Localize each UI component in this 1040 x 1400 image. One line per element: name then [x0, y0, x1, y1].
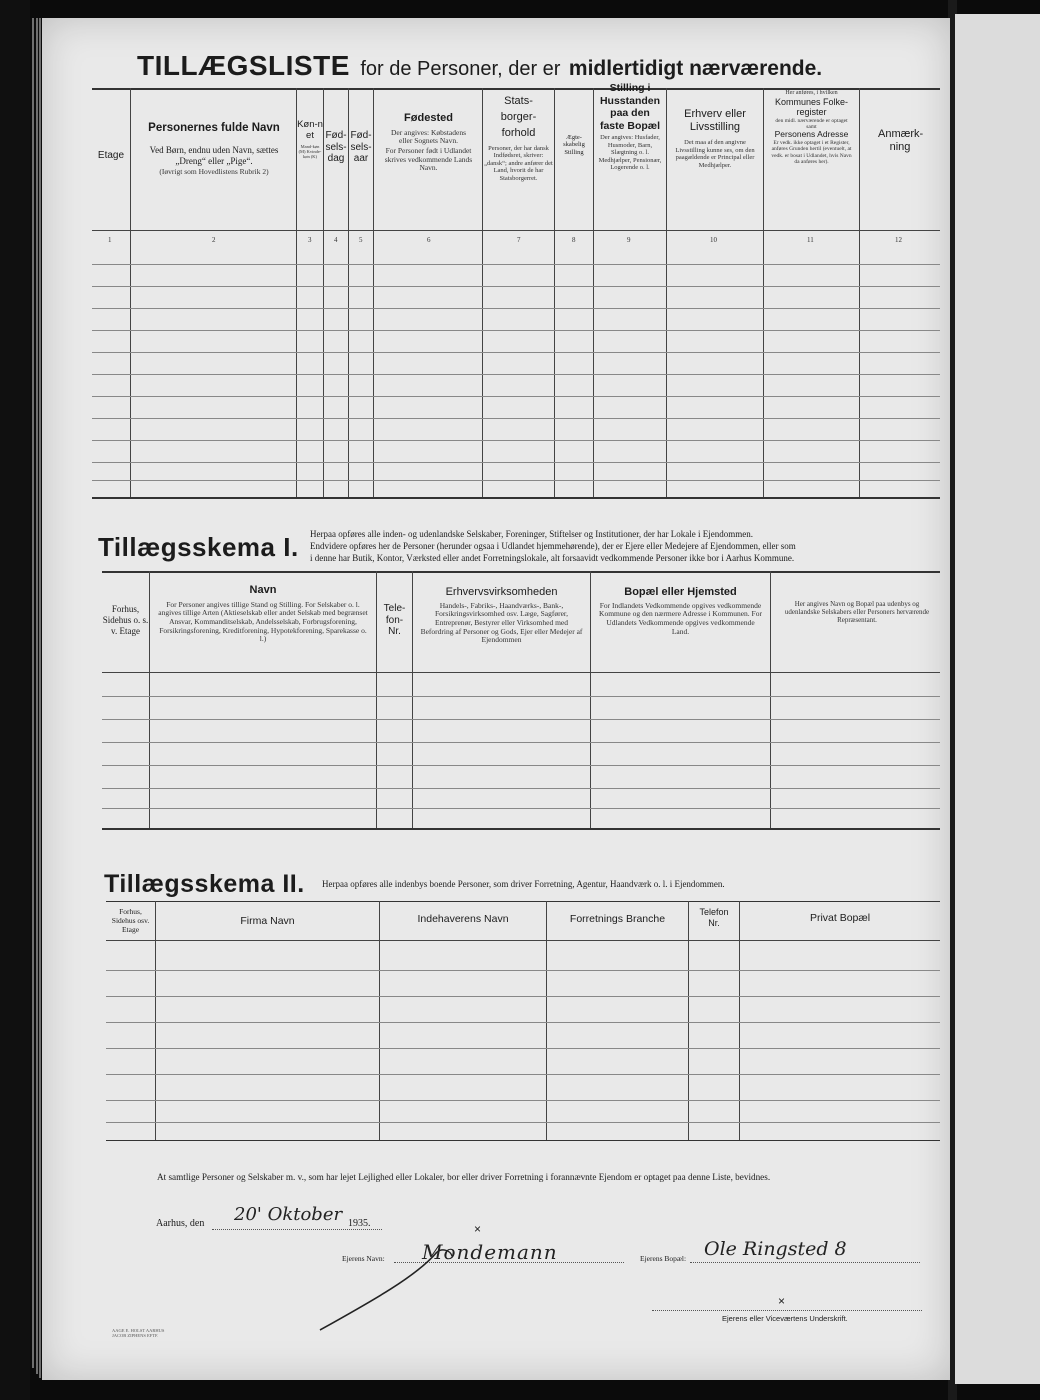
- col-divider: [546, 901, 547, 1140]
- table-row: [102, 742, 940, 743]
- owner-address-handwritten: Ole Ringsted 8: [704, 1238, 847, 1260]
- owner-name-label: Ejerens Navn:: [342, 1254, 385, 1263]
- col-header-foedselsdag: Fød-sels-dag: [325, 130, 347, 164]
- col-number: 3: [308, 236, 312, 244]
- owner-name-handwritten: Mondemann: [422, 1240, 558, 1264]
- main-title: [137, 50, 822, 82]
- table-row: [92, 330, 940, 331]
- mark-x: ×: [474, 1222, 482, 1236]
- col-header-folkeregister: [764, 90, 859, 165]
- table-row: [106, 996, 940, 997]
- table-row: [102, 696, 940, 697]
- col-note: Der angives: Husfader, Husmoder, Barn, Slægtning o. l. Medhjælper, Pensionær, Logerende o. l.: [598, 134, 662, 172]
- page-edge: [36, 18, 38, 1374]
- signature-flourish: [312, 1246, 482, 1336]
- table-row: [92, 396, 940, 397]
- col-title: Erhvervsvirksomheden: [445, 586, 558, 598]
- year-label: 1935.: [348, 1218, 371, 1229]
- signature-line: [652, 1310, 922, 1311]
- col-note: For Indlandets Vedkommende opgives vedkommende Kommune og den nærmere Adresse i Kommunen. For Udlandets Vedkommende opgives vedkommende Land.: [599, 600, 762, 636]
- col-header-koen: [297, 120, 323, 159]
- printer-imprint: AAGE E. HOLST AARHUS JACOB ZIPHENS EFTF.: [112, 1328, 165, 1338]
- table-row: [92, 462, 940, 463]
- skema2-col-etage: Forhus, Sidehus osv. Etage: [111, 907, 150, 934]
- date-handwritten: 20' Oktober: [234, 1204, 343, 1225]
- skema1-col-etage: Forhus, Sidehus o. s. v. Etage: [102, 604, 149, 636]
- col-header-anmaerkning: Anmærk-ning: [878, 128, 924, 153]
- skema2-col-indehaver: Indehaverens Navn: [417, 913, 509, 925]
- skema2-col-branche: Forretnings Branche: [569, 913, 666, 925]
- col-divider: [379, 901, 380, 1140]
- col-note: For Personer angives tillige Stand og Stilling. For Selskaber o. l. angives tillige Arten (Aktieselskab eller andet Selskab med begrænset Ansvar, Kommanditselskab, Andelsselskab, Forbrugsforening, Forsikringsforening, Kreditforening, Hypotekforening, Sparekasse o. l.): [158, 599, 368, 644]
- table-row: [106, 1048, 940, 1049]
- skema2-top-rule: [106, 901, 940, 902]
- table-row: [92, 286, 940, 287]
- date-line: [212, 1229, 382, 1230]
- col-title: Navn: [249, 584, 277, 596]
- col-title: Bopæl eller Hjemsted: [624, 586, 737, 598]
- skema1-heading: Tillægsskema I.: [98, 532, 299, 562]
- skema2-header-rule: [106, 940, 940, 941]
- skema1-col-telefon: Tele-fon-Nr.: [383, 603, 406, 637]
- col-number: 4: [334, 236, 338, 244]
- col-note: Handels-, Fabriks-, Haandværks-, Bank-, Forsikringsvirksomhed osv. Læge, Sagfører, Entreprenør, Bestyrer eller Virksomhed med Befordring af Personer og Gods, Ejer eller Medejer af Ejendommen: [420, 600, 583, 645]
- col-note: Er vedk. ikke optaget i et Register, anføres Grunden hertil (eventuelt, at vedk. er bosat i Udlandet, hvis Navn da anføres her).: [771, 139, 852, 165]
- col-header-stilling: [594, 82, 666, 172]
- col-number: 11: [807, 236, 814, 244]
- table-row: [106, 1122, 940, 1123]
- skema1-bottom-rule: [102, 828, 940, 830]
- col-title: Personernes fulde Navn: [148, 122, 280, 134]
- col-note: Ved Børn, endnu uden Navn, sættes „Dreng“ eller „Pige“.: [149, 145, 279, 166]
- col-title: Erhverv eller Livsstilling: [684, 108, 746, 133]
- col-number: 1: [108, 236, 112, 244]
- skema2-col-firma: Firma Navn: [240, 915, 295, 927]
- page-edge: [39, 18, 41, 1378]
- col-divider: [739, 901, 740, 1140]
- table-row: [92, 352, 940, 353]
- col-title: Fødested: [404, 112, 453, 124]
- table-row: [106, 970, 940, 971]
- table-row: [92, 308, 940, 309]
- skema1-intro: [310, 528, 940, 564]
- col-note: Der angives: Købstadens eller Sognets Navn.: [391, 127, 466, 146]
- table-row: [92, 440, 940, 441]
- skema1-top-rule: [102, 571, 940, 573]
- col-number: 7: [517, 236, 521, 244]
- skema1-col-navn: [150, 584, 376, 644]
- table-row: [92, 418, 940, 419]
- col-note: (Iøvrigt som Hovedlistens Rubrik 2): [159, 166, 269, 176]
- col-note: den midl. nærværende er optaget samt: [775, 117, 848, 130]
- table-row: [106, 1022, 940, 1023]
- col-header-etage: Etage: [97, 150, 125, 161]
- table-row: [102, 808, 940, 809]
- col-title: Stilling i Husstanden paa den faste Bopæl: [599, 82, 661, 132]
- certification-text: At samtlige Personer og Selskaber m. v., som har lejet Lejlighed eller Lokaler, bor eller driver Forretning i forannævnte Ejendom er optaget paa denne Liste, bevidnes.: [157, 1172, 771, 1182]
- col-divider: [688, 901, 689, 1140]
- table-row: [92, 264, 940, 265]
- skema1-col-erhverv: [413, 586, 590, 645]
- form-page: [42, 18, 950, 1380]
- table-row: [102, 788, 940, 789]
- table-row: [106, 1074, 940, 1075]
- col-number: 8: [572, 236, 576, 244]
- skema2-bottom-rule: [106, 1140, 940, 1141]
- title-bold2: midlertidigt nærværende.: [568, 57, 823, 80]
- table-bottom-rule: [92, 497, 940, 499]
- intro-line: Endvidere opføres her de Personer (herunder ogsaa i Udlandet hjemmehørende), der er Ejere eller Medejere af Ejendommen, eller som: [310, 541, 796, 551]
- col-number: 9: [627, 236, 631, 244]
- col-note: Mand-køn (M) Kvinde-køn (K): [298, 143, 322, 160]
- skema1-col-bopael: [591, 586, 770, 636]
- book-binding: [0, 0, 30, 1400]
- title-mid: for de Personer, der er: [360, 58, 561, 80]
- page-edge: [32, 18, 34, 1368]
- col-number: 12: [895, 236, 902, 244]
- col-note: Her anføres, i hvilken: [785, 90, 838, 96]
- skema1-header-rule: [102, 672, 940, 673]
- col-title: Kommunes Folke-register: [774, 96, 849, 118]
- col-header-erhverv: [667, 108, 763, 169]
- col-number: 5: [359, 236, 363, 244]
- col-header-statsborger: [483, 94, 554, 182]
- col-number: 2: [212, 236, 216, 244]
- col-divider: [130, 88, 131, 497]
- col-header-foedselsaar: Fød-sels-aar: [350, 130, 372, 164]
- col-note: Personer, der har dansk Indfødsret, skriver: „dansk“; andre anfører det Land, hvorit de har Statsborgerret.: [484, 144, 553, 182]
- skema1-col-repraesentant: Her angives Navn og Bopæl paa udenbys og udenlandske Selskabers eller Personers herværende Repræsentant.: [784, 600, 930, 625]
- title-bold: TILLÆGSLISTE: [137, 50, 350, 81]
- col-number: 10: [710, 236, 717, 244]
- owner-address-line: [690, 1262, 920, 1263]
- col-header-navn: [132, 122, 296, 177]
- col-header-foedested: [375, 112, 482, 173]
- col-title: Køn-net: [297, 119, 323, 141]
- table-row: [102, 719, 940, 720]
- skema2-col-telefon: Telefon Nr.: [699, 907, 729, 928]
- place-label: Aarhus, den: [156, 1218, 205, 1229]
- col-title: Stats-borger-forhold: [500, 95, 537, 139]
- skema2-heading: Tillægsskema II.: [104, 870, 305, 898]
- col-header-aegteskab: Ægte-skabelig Stilling: [563, 134, 585, 156]
- col-divider: [155, 901, 156, 1140]
- col-title: Personens Adresse: [774, 129, 849, 140]
- skema2-col-bopael: Privat Bopæl: [809, 912, 871, 924]
- table-row: [92, 480, 940, 481]
- table-row: [92, 374, 940, 375]
- col-number: 6: [427, 236, 431, 244]
- table-row: [106, 1100, 940, 1101]
- intro-line: Herpaa opføres alle inden- og udenlandske Selskaber, Foreninger, Stiftelser og Institutioner, der har Lokale i Ejendommen.: [310, 529, 754, 539]
- table-row: [102, 765, 940, 766]
- col-divider: [770, 571, 771, 828]
- signature-mark-x: ×: [778, 1294, 786, 1308]
- intro-line: i denne har Butik, Kontor, Værksted eller andet Forretningslokale, alt forsaavidt vedkommende Personer ikke bor i Aarhus Kommune.: [310, 553, 795, 563]
- col-note: Det maa af den angivne Livsstilling kunne ses, om den paagældende er Principal eller Medhjælper.: [675, 139, 755, 169]
- col-note: For Personer født i Udlandet skrives vedkommende Lands Navn.: [384, 145, 473, 173]
- facing-page: [955, 14, 1040, 1384]
- col-divider: [373, 88, 374, 497]
- table-header-rule: [92, 230, 940, 231]
- skema2-intro: Herpaa opføres alle indenbys boende Personer, som driver Forretning, Agentur, Haandværk o. l. i Ejendommen.: [322, 879, 725, 889]
- signature-label: Ejerens eller Viceværtens Underskrift.: [722, 1314, 848, 1323]
- owner-address-label: Ejerens Bopæl:: [640, 1254, 687, 1263]
